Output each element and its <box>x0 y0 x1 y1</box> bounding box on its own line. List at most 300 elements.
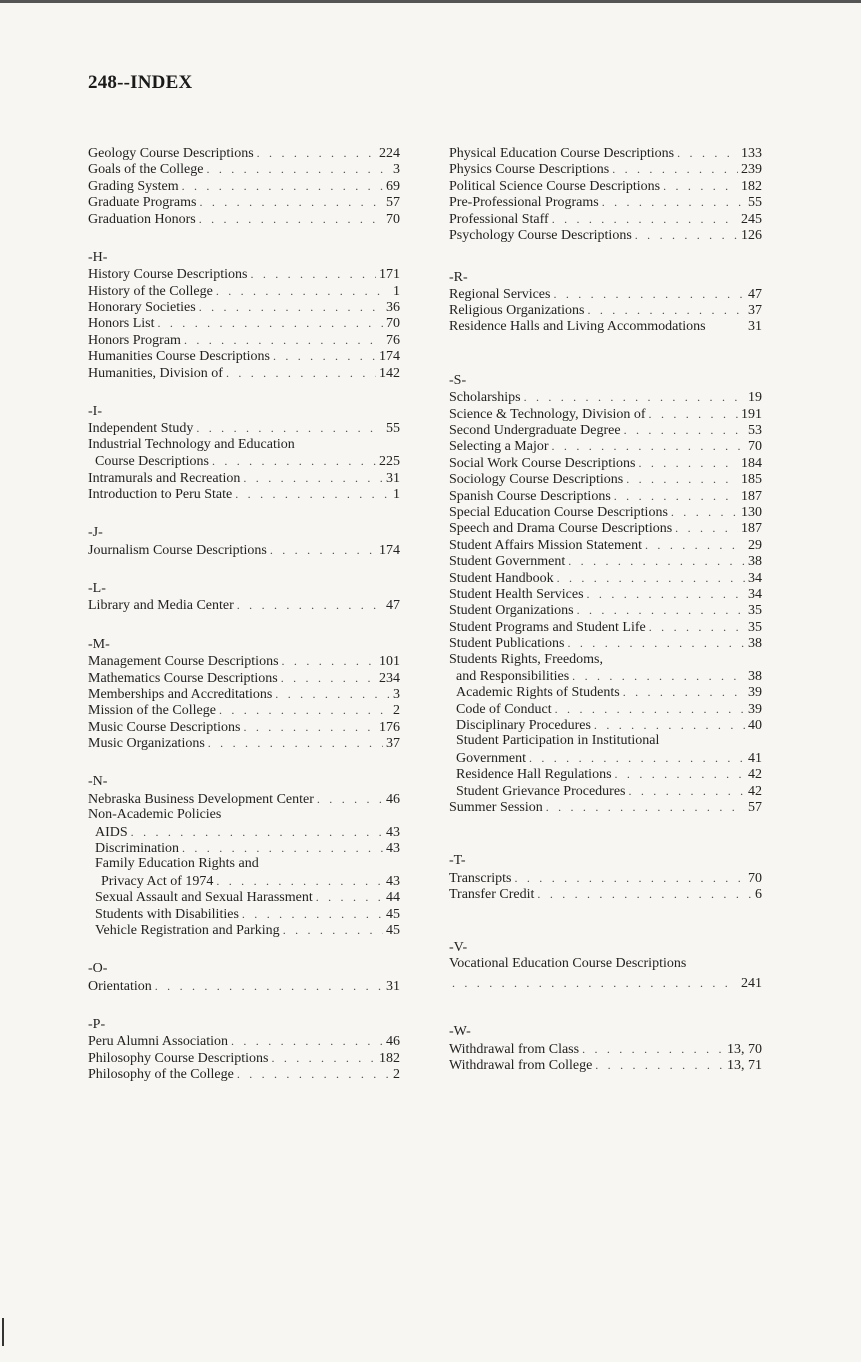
index-entry <box>88 922 400 938</box>
dot-leader <box>602 194 745 210</box>
entry-page-number: 31 <box>748 318 762 334</box>
entry-label: Selecting a Major <box>449 439 549 455</box>
index-entry <box>449 537 762 553</box>
index-entry-heading: Students Rights, Freedoms, <box>449 651 604 667</box>
dot-leader <box>587 586 745 602</box>
entry-page-number: 241 <box>741 975 762 991</box>
index-entry <box>88 470 400 486</box>
index-entry <box>88 486 400 502</box>
index-entry <box>88 145 400 161</box>
entry-label: Goals of the College <box>88 162 204 178</box>
dot-leader <box>206 161 390 177</box>
entry-page-number: 55 <box>748 195 762 211</box>
index-entry <box>88 1033 400 1049</box>
index-entry <box>88 178 400 194</box>
entry-page-number: 34 <box>748 570 762 586</box>
index-entry <box>88 1050 400 1066</box>
index-section <box>88 525 400 558</box>
index-entry <box>449 520 762 536</box>
entry-page-number: 44 <box>386 890 400 906</box>
dot-leader <box>317 791 383 807</box>
section-letter: -L- <box>88 581 106 597</box>
entry-label: Student Programs and Student Life <box>449 619 646 635</box>
entry-label: Music Course Descriptions <box>88 719 241 735</box>
index-entry <box>449 227 762 243</box>
index-entry <box>449 750 762 766</box>
dot-leader <box>595 1057 724 1073</box>
index-entry <box>449 471 762 487</box>
dot-leader <box>577 602 745 618</box>
entry-label: Transfer Credit <box>449 886 535 902</box>
entry-label: Science & Technology, Division of <box>449 406 646 422</box>
entry-page-number: 187 <box>741 488 762 504</box>
entry-label: Vehicle Registration and Parking <box>95 922 280 938</box>
index-entry-heading: Industrial Technology and Education <box>88 436 295 452</box>
entry-label: Political Science Course Descriptions <box>449 178 661 194</box>
entry-page-number: 31 <box>386 470 400 486</box>
entry-label: Graduate Programs <box>88 195 197 211</box>
dot-leader <box>281 670 376 686</box>
entry-page-number: 43 <box>386 824 400 840</box>
entry-page-number: 224 <box>379 146 400 161</box>
dot-leader <box>208 735 383 751</box>
index-entry <box>88 978 400 994</box>
entry-page-number: 69 <box>386 178 400 194</box>
entry-page-number: 182 <box>741 178 762 194</box>
dot-leader <box>219 702 390 718</box>
index-entry <box>449 302 762 318</box>
entry-page-number: 46 <box>386 791 400 807</box>
dot-leader <box>552 211 738 227</box>
index-entry <box>449 973 762 995</box>
entry-page-number: 45 <box>386 922 400 938</box>
entry-label: Transcripts <box>449 870 512 886</box>
index-entry <box>449 717 762 733</box>
section-letter: -J- <box>88 525 103 541</box>
entry-label: Humanities Course Descriptions <box>88 349 270 365</box>
index-entry <box>449 319 762 335</box>
index-section <box>449 940 762 995</box>
dot-leader <box>663 178 738 194</box>
index-entry <box>449 389 762 405</box>
index-entry <box>449 194 762 210</box>
entry-label: Withdrawal from Class <box>449 1041 580 1057</box>
dot-leader <box>572 668 745 684</box>
index-entry <box>88 719 400 735</box>
entry-label: Sociology Course Descriptions <box>449 472 624 488</box>
index-section <box>449 145 762 243</box>
index-entry <box>449 870 762 886</box>
entry-label: Honors List <box>88 316 155 332</box>
dot-leader <box>614 488 738 504</box>
dot-leader <box>537 886 752 902</box>
entry-label: Humanities, Division of <box>88 365 223 381</box>
index-section <box>88 1017 400 1083</box>
dot-leader <box>182 178 383 194</box>
index-entry <box>88 332 400 348</box>
dot-leader <box>649 406 738 422</box>
section-letter: -N- <box>88 774 108 790</box>
entry-page-number: 176 <box>379 719 400 735</box>
entry-page-number: 35 <box>748 603 762 619</box>
entry-page-number: 53 <box>748 423 762 439</box>
index-entry <box>88 161 400 177</box>
index-entry <box>449 635 762 651</box>
entry-label: Philosophy of the College <box>88 1067 234 1083</box>
index-entry <box>449 701 762 717</box>
entry-page-number: 3 <box>393 162 400 178</box>
index-section <box>88 774 400 938</box>
entry-page-number: 37 <box>748 303 762 319</box>
section-letter: -R- <box>449 269 468 285</box>
index-section <box>88 961 400 994</box>
index-column-right <box>449 145 762 1073</box>
index-entry <box>449 1041 762 1057</box>
dot-leader <box>635 227 738 243</box>
dot-leader <box>273 348 376 364</box>
entry-page-number: 38 <box>748 554 762 570</box>
entry-page-number: 34 <box>748 586 762 602</box>
entry-label: Mission of the College <box>88 703 216 719</box>
index-entry <box>88 702 400 718</box>
entry-label: Speech and Drama Course Descriptions <box>449 521 673 537</box>
entry-page-number: 42 <box>748 783 762 799</box>
entry-page-number: 245 <box>741 211 762 227</box>
entry-page-number: 174 <box>379 542 400 558</box>
entry-label: Student Government <box>449 554 566 570</box>
index-entry <box>88 686 400 702</box>
index-entry <box>449 684 762 700</box>
dot-leader <box>216 873 383 889</box>
index-entry <box>88 283 400 299</box>
entry-page-number: 174 <box>379 349 400 365</box>
index-entry <box>88 348 400 364</box>
entry-label: Grading System <box>88 178 179 194</box>
dot-leader <box>553 286 745 302</box>
dot-leader <box>546 799 745 815</box>
index-entry <box>449 619 762 635</box>
index-entry <box>449 886 762 902</box>
entry-label: Memberships and Accreditations <box>88 686 273 702</box>
dot-leader <box>243 719 376 735</box>
entry-page-number: 239 <box>741 162 762 178</box>
dot-leader <box>226 365 376 381</box>
dot-leader <box>257 145 376 161</box>
entry-label: Withdrawal from College <box>449 1058 593 1074</box>
entry-page-number: 19 <box>748 390 762 406</box>
entry-page-number: 76 <box>386 332 400 348</box>
index-entry <box>88 653 400 669</box>
index-entry <box>88 194 400 210</box>
dot-leader <box>199 299 383 315</box>
dot-leader <box>671 504 738 520</box>
index-entry <box>88 824 400 840</box>
entry-label: Journalism Course Descriptions <box>88 542 267 558</box>
index-section <box>449 853 762 902</box>
entry-label: Special Education Course Descriptions <box>449 504 668 520</box>
entry-page-number: 225 <box>379 454 400 470</box>
index-entry <box>88 889 400 905</box>
entry-label: Management Course Descriptions <box>88 654 279 670</box>
entry-label: Independent Study <box>88 421 194 437</box>
entry-page-number: 46 <box>386 1034 400 1050</box>
entry-page-number: 41 <box>748 750 762 766</box>
entry-label: Honors Program <box>88 332 181 348</box>
index-entry <box>88 211 400 227</box>
entry-page-number: 6 <box>755 886 762 902</box>
dot-leader <box>155 978 383 994</box>
entry-label: Privacy Act of 1974 <box>101 873 214 889</box>
entry-label: Discrimination <box>95 841 179 856</box>
entry-label: AIDS <box>95 824 128 840</box>
dot-leader <box>677 145 738 161</box>
entry-page-number: 43 <box>386 841 400 856</box>
index-section <box>88 404 400 502</box>
dot-leader <box>645 537 745 553</box>
dot-leader <box>271 1050 376 1066</box>
entry-page-number: 70 <box>386 316 400 332</box>
dot-leader <box>582 1041 724 1057</box>
dot-leader <box>649 619 745 635</box>
index-entry <box>449 586 762 602</box>
dot-leader <box>552 438 745 454</box>
dot-leader <box>587 302 745 318</box>
dot-leader <box>283 922 383 938</box>
entry-label: Intramurals and Recreation <box>88 470 241 486</box>
entry-label: Social Work Course Descriptions <box>449 455 636 471</box>
index-entry <box>88 299 400 315</box>
index-entry <box>88 670 400 686</box>
entry-label: Orientation <box>88 978 152 994</box>
entry-page-number: 31 <box>386 978 400 994</box>
index-entry <box>88 735 400 751</box>
index-entry <box>88 420 400 436</box>
dot-leader <box>624 422 745 438</box>
index-entry <box>449 570 762 586</box>
entry-page-number: 38 <box>748 636 762 652</box>
entry-label: Spanish Course Descriptions <box>449 488 611 504</box>
index-entry <box>449 602 762 618</box>
entry-label: Regional Services <box>449 286 551 302</box>
entry-label: History Course Descriptions <box>88 267 248 283</box>
entry-page-number: 35 <box>748 619 762 635</box>
dot-leader <box>524 389 745 405</box>
entry-label: Students with Disabilities <box>95 906 239 922</box>
entry-page-number: 40 <box>748 718 762 734</box>
dot-leader <box>615 766 745 782</box>
dot-leader <box>196 420 383 436</box>
entry-page-number: 55 <box>386 421 400 437</box>
dot-leader <box>158 315 384 331</box>
entry-page-number: 39 <box>748 685 762 701</box>
dot-leader <box>529 750 745 766</box>
entry-page-number: 234 <box>379 670 400 686</box>
index-entry <box>449 406 762 422</box>
entry-page-number: 47 <box>386 598 400 614</box>
dot-leader <box>594 717 745 733</box>
section-letter: -I- <box>88 403 102 419</box>
entry-label: Peru Alumni Association <box>88 1034 228 1050</box>
dot-leader <box>555 701 745 717</box>
top-border-line <box>0 0 861 3</box>
index-entry-heading: Non-Academic Policies <box>88 807 222 823</box>
dot-leader <box>237 597 383 613</box>
dot-leader <box>452 975 738 991</box>
entry-label: Residence Hall Regulations <box>456 767 612 783</box>
index-entry <box>88 365 400 381</box>
entry-page-number: 70 <box>748 439 762 455</box>
entry-label: Library and Media Center <box>88 598 234 614</box>
section-letter: -W- <box>449 1024 471 1040</box>
dot-leader <box>199 211 383 227</box>
dot-leader <box>184 332 383 348</box>
entry-label: Mathematics Course Descriptions <box>88 670 278 686</box>
entry-page-number: 47 <box>748 286 762 302</box>
index-entry <box>449 438 762 454</box>
index-entry <box>88 873 400 889</box>
entry-page-number: 38 <box>748 668 762 684</box>
dot-leader <box>612 161 738 177</box>
index-entry <box>88 597 400 613</box>
dot-leader <box>316 889 383 905</box>
entry-page-number: 39 <box>748 701 762 717</box>
entry-label: Code of Conduct <box>456 701 552 717</box>
index-entry <box>449 161 762 177</box>
entry-page-number: 45 <box>386 906 400 922</box>
entry-page-number: 57 <box>386 195 400 211</box>
dot-leader <box>638 455 738 471</box>
entry-label: Student Publications <box>449 636 565 652</box>
index-entry-heading: Vocational Education Course Descriptions <box>449 956 687 972</box>
dot-leader <box>182 840 383 856</box>
index-entry <box>449 783 762 799</box>
dot-leader <box>568 553 745 569</box>
entry-page-number: 133 <box>741 146 762 161</box>
entry-page-number: 191 <box>741 406 762 422</box>
index-entry <box>449 422 762 438</box>
index-section <box>88 250 400 381</box>
entry-page-number: 1 <box>393 283 400 299</box>
index-entry <box>88 266 400 282</box>
index-entry <box>449 799 762 815</box>
dot-leader <box>623 684 745 700</box>
index-entry <box>449 178 762 194</box>
index-entry <box>449 504 762 520</box>
entry-page-number: 184 <box>741 455 762 471</box>
index-entry <box>449 553 762 569</box>
entry-label: Second Undergraduate Degree <box>449 423 621 439</box>
entry-page-number: 42 <box>748 767 762 783</box>
index-entry <box>449 211 762 227</box>
entry-page-number: 57 <box>748 800 762 816</box>
section-letter: -V- <box>449 940 468 956</box>
index-entry <box>449 668 762 684</box>
entry-page-number: 171 <box>379 267 400 283</box>
dot-leader <box>131 824 383 840</box>
dot-leader <box>216 283 390 299</box>
dot-leader <box>568 635 746 651</box>
index-entry <box>449 766 762 782</box>
entry-label: Graduation Honors <box>88 211 196 227</box>
dot-leader <box>629 783 746 799</box>
dot-leader <box>557 570 745 586</box>
margin-mark <box>2 1318 4 1346</box>
entry-label: Professional Staff <box>449 211 549 227</box>
index-column-left <box>88 145 400 1083</box>
entry-page-number: 182 <box>379 1050 400 1066</box>
section-letter: -P- <box>88 1017 106 1033</box>
entry-label: Geology Course Descriptions <box>88 146 254 161</box>
dot-leader <box>675 520 738 536</box>
entry-page-number: 13, 70 <box>727 1041 762 1057</box>
index-entry-heading: Family Education Rights and <box>95 856 259 872</box>
entry-label: Music Organizations <box>88 736 205 752</box>
index-entry <box>88 1066 400 1082</box>
entry-label: Residence Halls and Living Accommodations <box>449 318 706 334</box>
dot-leader <box>250 266 376 282</box>
index-entry <box>88 791 400 807</box>
entry-label: Scholarships <box>449 390 521 406</box>
entry-label: Student Affairs Mission Statement <box>449 537 643 553</box>
section-letter: -O- <box>88 961 108 977</box>
index-entry-heading: Student Participation in Institutional <box>456 733 660 749</box>
index-section <box>88 145 400 227</box>
entry-page-number: 126 <box>741 227 762 243</box>
entry-page-number: 70 <box>386 211 400 227</box>
section-letter: -S- <box>449 372 467 388</box>
entry-page-number: 29 <box>748 537 762 553</box>
entry-label: Academic Rights of Students <box>456 685 620 701</box>
entry-page-number: 101 <box>379 654 400 670</box>
entry-page-number: 3 <box>393 686 400 702</box>
entry-page-number: 43 <box>386 873 400 889</box>
entry-label: Honorary Societies <box>88 300 196 316</box>
entry-page-number: 1 <box>393 486 400 502</box>
entry-page-number: 187 <box>741 521 762 537</box>
index-entry <box>88 315 400 331</box>
dot-leader <box>270 542 376 558</box>
section-letter: -M- <box>88 636 110 652</box>
index-entry <box>88 906 400 922</box>
index-entry <box>449 145 762 161</box>
index-section <box>88 637 400 752</box>
dot-leader <box>199 194 383 210</box>
entry-label: Nebraska Business Development Center <box>88 791 314 807</box>
entry-label: Introduction to Peru State <box>88 486 233 502</box>
entry-label: Student Health Services <box>449 586 584 602</box>
section-letter: -T- <box>449 853 466 869</box>
dot-leader <box>237 1066 390 1082</box>
entry-label: Student Handbook <box>449 570 554 586</box>
entry-page-number: 142 <box>379 365 400 381</box>
entry-page-number: 37 <box>386 736 400 752</box>
index-entry <box>88 840 400 856</box>
entry-label: Religious Organizations <box>449 303 585 319</box>
entry-label: Student Grievance Procedures <box>456 783 626 799</box>
entry-page-number: 2 <box>393 1067 400 1083</box>
index-section <box>449 373 762 816</box>
index-entry <box>449 286 762 302</box>
entry-label: Philosophy Course Descriptions <box>88 1050 269 1066</box>
index-section <box>449 1024 762 1073</box>
entry-page-number: 130 <box>741 504 762 520</box>
entry-label: Disciplinary Procedures <box>456 718 591 734</box>
entry-label: Student Organizations <box>449 603 574 619</box>
dot-leader <box>243 470 383 486</box>
entry-page-number: 13, 71 <box>727 1058 762 1074</box>
entry-page-number: 70 <box>748 870 762 886</box>
dot-leader <box>275 686 390 702</box>
